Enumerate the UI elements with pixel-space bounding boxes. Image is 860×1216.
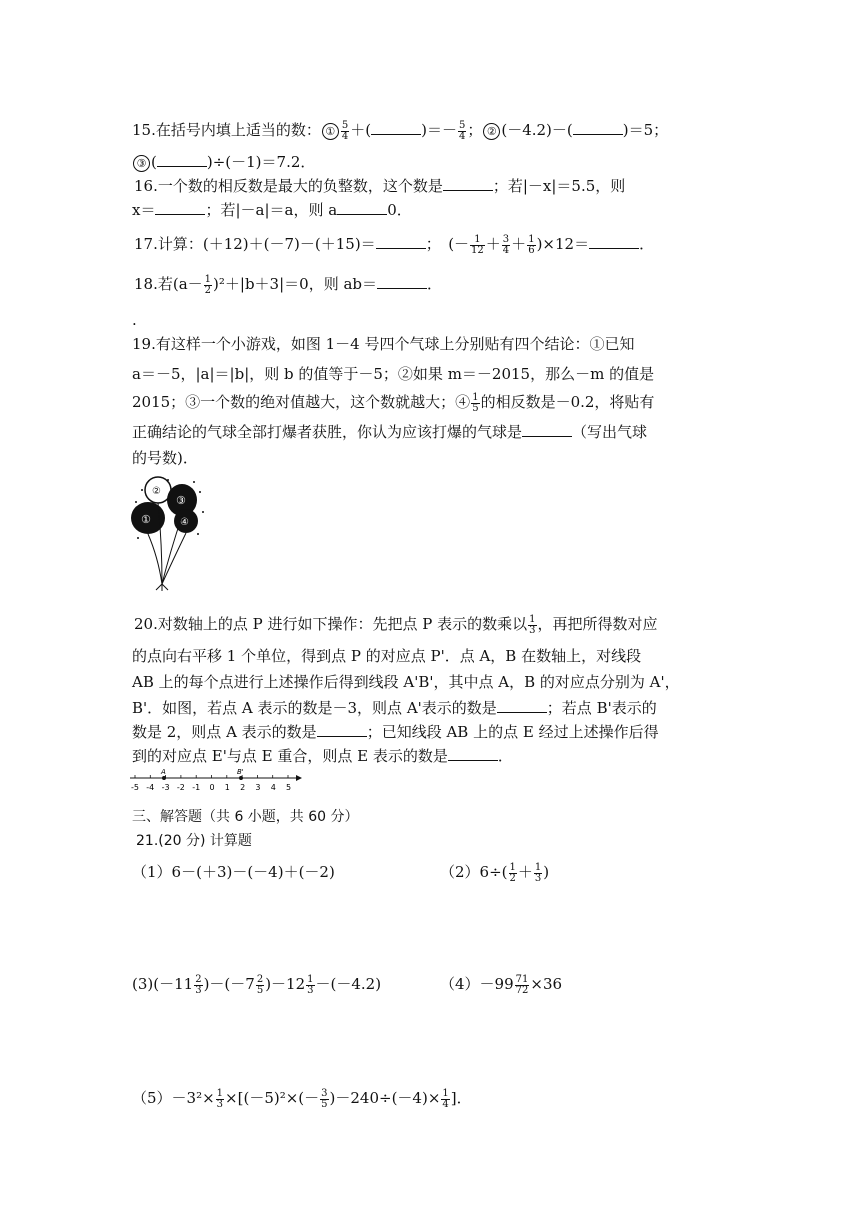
answer-blank[interactable]: [376, 234, 426, 249]
question-21-title: 21.(20 分) 计算题: [136, 833, 252, 849]
circle-number-1: ①: [322, 123, 339, 140]
question-15-line-2: ③ ( )÷(－1)＝7.2．: [132, 152, 315, 172]
fraction: $\frac{1}{3}$: [216, 1087, 224, 1110]
answer-blank[interactable]: [317, 722, 367, 737]
question-20-line-2: 的点向右平移 1 个单位，得到点 P 的对应点 P'．点 A，B 在数轴上，对线段: [132, 647, 642, 665]
q21-part-2: （2）6÷( $\frac{1}{2}$ ＋ $\frac{1}{3}$ ): [440, 861, 550, 884]
balloons-illustration: [128, 472, 208, 592]
q15-intro: 15.在括号内填上适当的数：: [132, 121, 321, 139]
stray-dot: .: [132, 311, 137, 329]
answer-blank[interactable]: [443, 176, 493, 191]
answer-blank[interactable]: [377, 274, 427, 289]
question-19-line-4: 正确结论的气球全部打爆者获胜，你认为应该打爆的气球是 （写出气球: [132, 423, 648, 441]
fraction: $\frac{2}{5}$: [256, 973, 264, 996]
q21-part-4: （4）－99 $\frac{71}{72}$ ×36: [440, 973, 563, 996]
question-19-line-1: 19.有这样一个小游戏，如图 1－4 号四个气球上分别贴有四个结论：①已知: [132, 335, 635, 353]
question-20-line-5: 数是 2，则点 A 表示的数是 ；已知线段 AB 上的点 E 经过上述操作后得: [132, 723, 659, 741]
question-16-line-1: 16.一个数的相反数是最大的负整数，这个数是 ；若|－x|＝5.5，则: [134, 177, 626, 195]
fraction: $\frac{1}{3}$: [529, 613, 536, 636]
fraction: $\frac{1}{2}$: [509, 861, 516, 884]
point-b-marker: [239, 776, 243, 780]
balloon-label: ①: [141, 513, 151, 526]
fraction: $\frac{3}{5}$: [321, 1087, 328, 1110]
axis-tick-label: -2: [176, 783, 185, 792]
answer-blank[interactable]: [589, 234, 639, 249]
question-20-line-3: AB 上的每个点进行上述操作后得到线段 A'B'，其中点 A，B 的对应点分别为 A'，: [132, 673, 680, 691]
question-20-line-4: B'．如图，若点 A 表示的数是－3，则点 A'表示的数是 ；若点 B'表示的: [132, 699, 657, 717]
fraction: $\frac{3}{4}$: [502, 233, 510, 256]
q21-part-3: (3)(－11 $\frac{2}{3}$ )－(－7 $\frac{2}{5}$ )－12 $\frac{1}{3}$ －(－4.2): [132, 973, 382, 996]
point-a-label: A: [161, 768, 166, 776]
fraction: $\frac{1}{6}$: [528, 233, 535, 256]
q21-part-5: （5）－3²× $\frac{1}{3}$ ×[(－5)²×(－ $\frac{3}{5}$ )－240÷(－4)× $\frac{1}{4}$ ]．: [132, 1087, 472, 1110]
fraction: $\frac{1}{5}$: [472, 391, 479, 414]
answer-blank[interactable]: [522, 422, 572, 437]
q21-part-1: （1）6－(＋3)－(－4)＋(－2): [132, 863, 335, 881]
fraction: $\frac{1}{2}$: [204, 273, 212, 296]
answer-blank[interactable]: [157, 152, 207, 167]
fraction: $\frac{1}{3}$: [307, 973, 314, 996]
balloon-label: ④: [180, 517, 189, 528]
fraction: $\frac{5}{4}$: [458, 119, 466, 142]
answer-blank[interactable]: [155, 200, 205, 215]
number-line: [126, 766, 306, 796]
axis-tick-label: 2: [240, 783, 246, 792]
answer-blank[interactable]: [497, 698, 547, 713]
axis-tick-label: -3: [161, 783, 170, 792]
point-a-marker: [162, 776, 166, 780]
axis-tick-label: -4: [146, 783, 155, 792]
question-20-line-6: 到的对应点 E'与点 E 重合，则点 E 表示的数是 ．: [132, 747, 513, 765]
question-15-line-1: 15.在括号内填上适当的数： ① $\frac{5}{4}$ ＋( )＝－ $\frac{5}{4}$ ； ② (－4.2)－( )＝5；: [132, 119, 669, 142]
axis-arrow-icon: [296, 775, 302, 781]
axis-tick-label: -1: [192, 783, 201, 792]
circle-number-3: ③: [133, 155, 150, 172]
axis-tick-label: -5: [131, 783, 139, 792]
fraction: $\frac{1}{12}$: [471, 233, 484, 256]
answer-blank[interactable]: [573, 120, 623, 135]
balloon-label: ③: [176, 494, 186, 507]
axis-tick-label: 3: [255, 783, 261, 792]
fraction: $\frac{5}{4}$: [341, 119, 349, 142]
question-19-line-2: a＝－5，|a|＝|b|，则 b 的值等于－5；②如果 m＝－2015，那么－m 的值是: [132, 365, 655, 383]
question-18: 18.若(a－ $\frac{1}{2}$ )²＋|b＋3|＝0，则 ab＝ ．: [134, 273, 443, 296]
question-19-line-5: 的号数)．: [132, 449, 198, 467]
answer-blank[interactable]: [337, 200, 387, 215]
circle-number-2: ②: [483, 123, 500, 140]
question-16-line-2: x＝ ；若|－a|＝a，则 a 0．: [132, 201, 412, 219]
answer-blank[interactable]: [448, 746, 498, 761]
fraction: $\frac{1}{3}$: [534, 861, 542, 884]
axis-tick-label: 0: [209, 783, 215, 792]
point-b-label: B': [237, 768, 244, 776]
axis-tick-label: 4: [270, 783, 276, 792]
question-20-line-1: 20.对数轴上的点 P 进行如下操作：先把点 P 表示的数乘以 $\frac{1}{3}$ ，再把所得数对应: [134, 613, 658, 636]
fraction: $\frac{71}{72}$: [515, 973, 529, 996]
question-19-line-3: 2015；③一个数的绝对值越大，这个数就越大；④ $\frac{1}{5}$ 的相反数是－0.2，将贴有: [132, 391, 655, 414]
axis-tick-label: 1: [224, 783, 230, 792]
axis-tick-label: 5: [286, 783, 292, 792]
balloon-label: ②: [152, 486, 161, 497]
answer-blank[interactable]: [371, 120, 421, 135]
fraction: $\frac{2}{3}$: [195, 973, 202, 996]
question-17: 17.计算：(＋12)＋(－7)－(＋15)＝ ； (－ $\frac{1}{12}$ ＋ $\frac{3}{4}$ ＋ $\frac{1}{6}$ )×12＝ ．: [134, 233, 655, 256]
section-3-heading: 三、解答题（共 6 小题，共 60 分）: [132, 809, 359, 825]
fraction: $\frac{1}{4}$: [442, 1087, 449, 1110]
